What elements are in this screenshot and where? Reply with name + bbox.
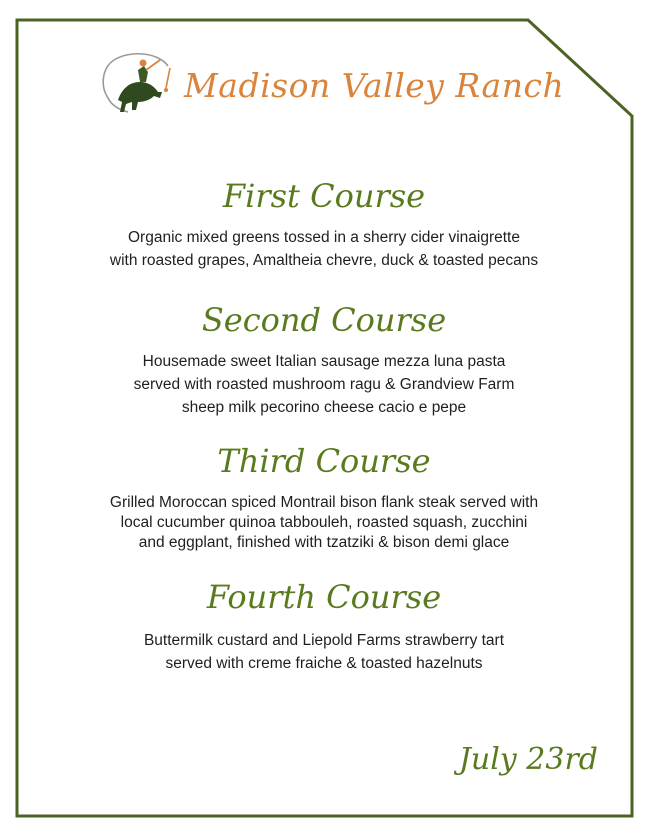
description-line: Grilled Moroccan spiced Montrail bison flank steak served with bbox=[109, 494, 539, 511]
description-line: with roasted grapes, Amaltheia chevre, duck & toasted pecans bbox=[109, 252, 539, 269]
description-line: served with roasted mushroom ragu & Grandview Farm bbox=[133, 376, 515, 393]
second-course-section bbox=[0, 300, 648, 419]
description-line: Housemade sweet Italian sausage mezza luna pasta bbox=[142, 353, 506, 370]
course-description bbox=[0, 629, 648, 675]
event-date: July 23rd bbox=[458, 742, 598, 777]
course-description bbox=[0, 226, 648, 272]
brand-name: Madison Valley Ranch bbox=[184, 65, 565, 105]
description-line: served with creme fraiche & toasted hazelnuts bbox=[165, 655, 483, 672]
course-description bbox=[0, 493, 648, 553]
description-line: and eggplant, finished with tzatziki & bison demi glace bbox=[138, 534, 510, 551]
third-course-section bbox=[0, 441, 648, 553]
course-title: Third Course bbox=[217, 442, 431, 480]
description-line: Organic mixed greens tossed in a sherry cider vinaigrette bbox=[128, 229, 520, 246]
description-line: Buttermilk custard and Liepold Farms strawberry tart bbox=[143, 632, 505, 649]
course-title: First Course bbox=[222, 177, 426, 215]
polo-rider-icon bbox=[100, 48, 178, 116]
course-description bbox=[0, 350, 648, 419]
description-line: sheep milk pecorino cheese cacio e pepe bbox=[181, 399, 467, 416]
brand-logo bbox=[100, 48, 564, 116]
fourth-course-section bbox=[0, 577, 648, 675]
course-title: Second Course bbox=[201, 301, 447, 339]
course-title: Fourth Course bbox=[206, 578, 442, 616]
first-course-section bbox=[0, 176, 648, 272]
description-line: local cucumber quinoa tabbouleh, roasted squash, zucchini bbox=[120, 514, 528, 531]
